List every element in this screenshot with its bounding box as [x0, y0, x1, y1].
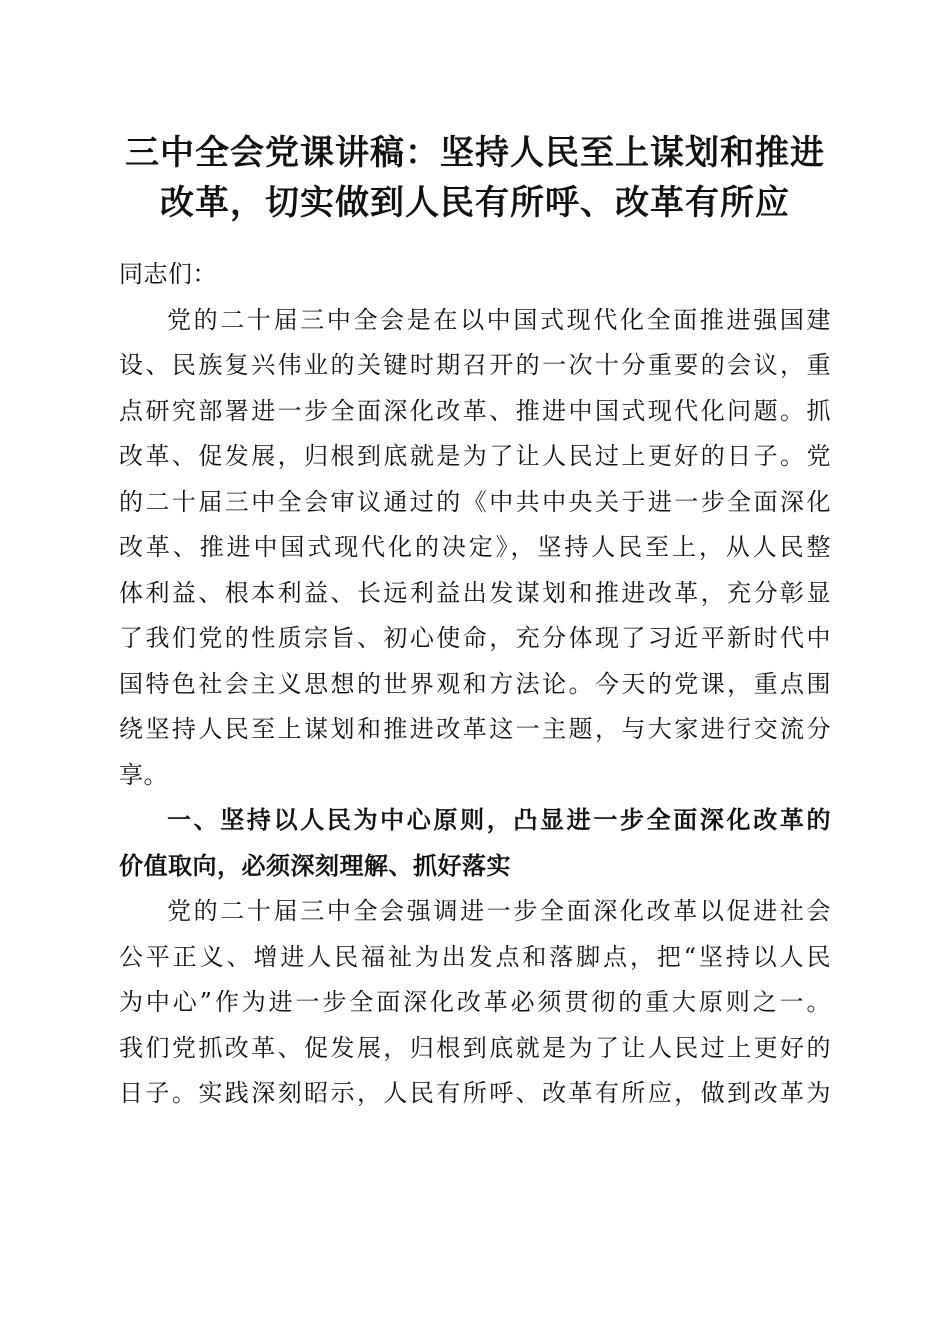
- paragraph-line: 国特色社会主义思想的世界观和方法论。今天的党课，重点围: [119, 669, 831, 698]
- paragraph-line: 党的二十届三中全会强调进一步全面深化改革以促进社会: [167, 897, 831, 925]
- paragraph-line: 为中心”作为进一步全面深化改革必须贯彻的重大原则之一。: [119, 988, 831, 1016]
- document-title: [100, 128, 850, 228]
- document-body: [119, 252, 831, 1117]
- paragraph-line: 了我们党的性质宗旨、初心使命，充分体现了习近平新时代中: [119, 624, 831, 652]
- paragraph-line: 改革、推进中国式现代化的决定》，坚持人民至上，从人民整: [119, 533, 831, 561]
- title-line-1: 三中全会党课讲稿：坚持人民至上谋划和推进: [125, 133, 825, 173]
- heading-line: 价值取向，必须深刻理解、抓好落实: [119, 851, 511, 880]
- paragraph-line: 体利益、根本利益、长远利益出发谋划和推进改革，充分彰显: [119, 578, 831, 607]
- paragraph-line: 改革、促发展，归根到底就是为了让人民过上更好的日子。党: [119, 442, 831, 470]
- heading-line: 一、坚持以人民为中心原则，凸显进一步全面深化改革的: [167, 806, 831, 834]
- section-heading-1: [119, 798, 831, 889]
- paragraph-line: 设、民族复兴伟业的关键时期召开的一次十分重要的会议，重: [119, 351, 831, 379]
- paragraph-line: 享。: [119, 760, 168, 789]
- paragraph-line: 的二十届三中全会审议通过的《中共中央关于进一步全面深化: [119, 487, 831, 516]
- paragraph-line: 点研究部署进一步全面深化改革、推进中国式现代化问题。抓: [119, 396, 831, 425]
- paragraph-line: 日子。实践深刻昭示，人民有所呼、改革有所应，做到改革为: [119, 1079, 831, 1107]
- paragraph-line: 党的二十届三中全会是在以中国式现代化全面推进强国建: [167, 305, 831, 334]
- title-line-2: 改革，切实做到人民有所呼、改革有所应: [160, 183, 790, 223]
- paragraph-2: [119, 889, 831, 1117]
- salutation: 同志们：: [119, 260, 217, 288]
- paragraph-line: 公平正义、增进人民福祉为出发点和落脚点，把“坚持以人民: [119, 942, 831, 971]
- paragraph-1: [119, 298, 831, 799]
- paragraph-line: 绕坚持人民至上谋划和推进改革这一主题，与大家进行交流分: [119, 715, 831, 743]
- paragraph-line: 我们党抓改革、促发展，归根到底就是为了让人民过上更好的: [119, 1033, 831, 1062]
